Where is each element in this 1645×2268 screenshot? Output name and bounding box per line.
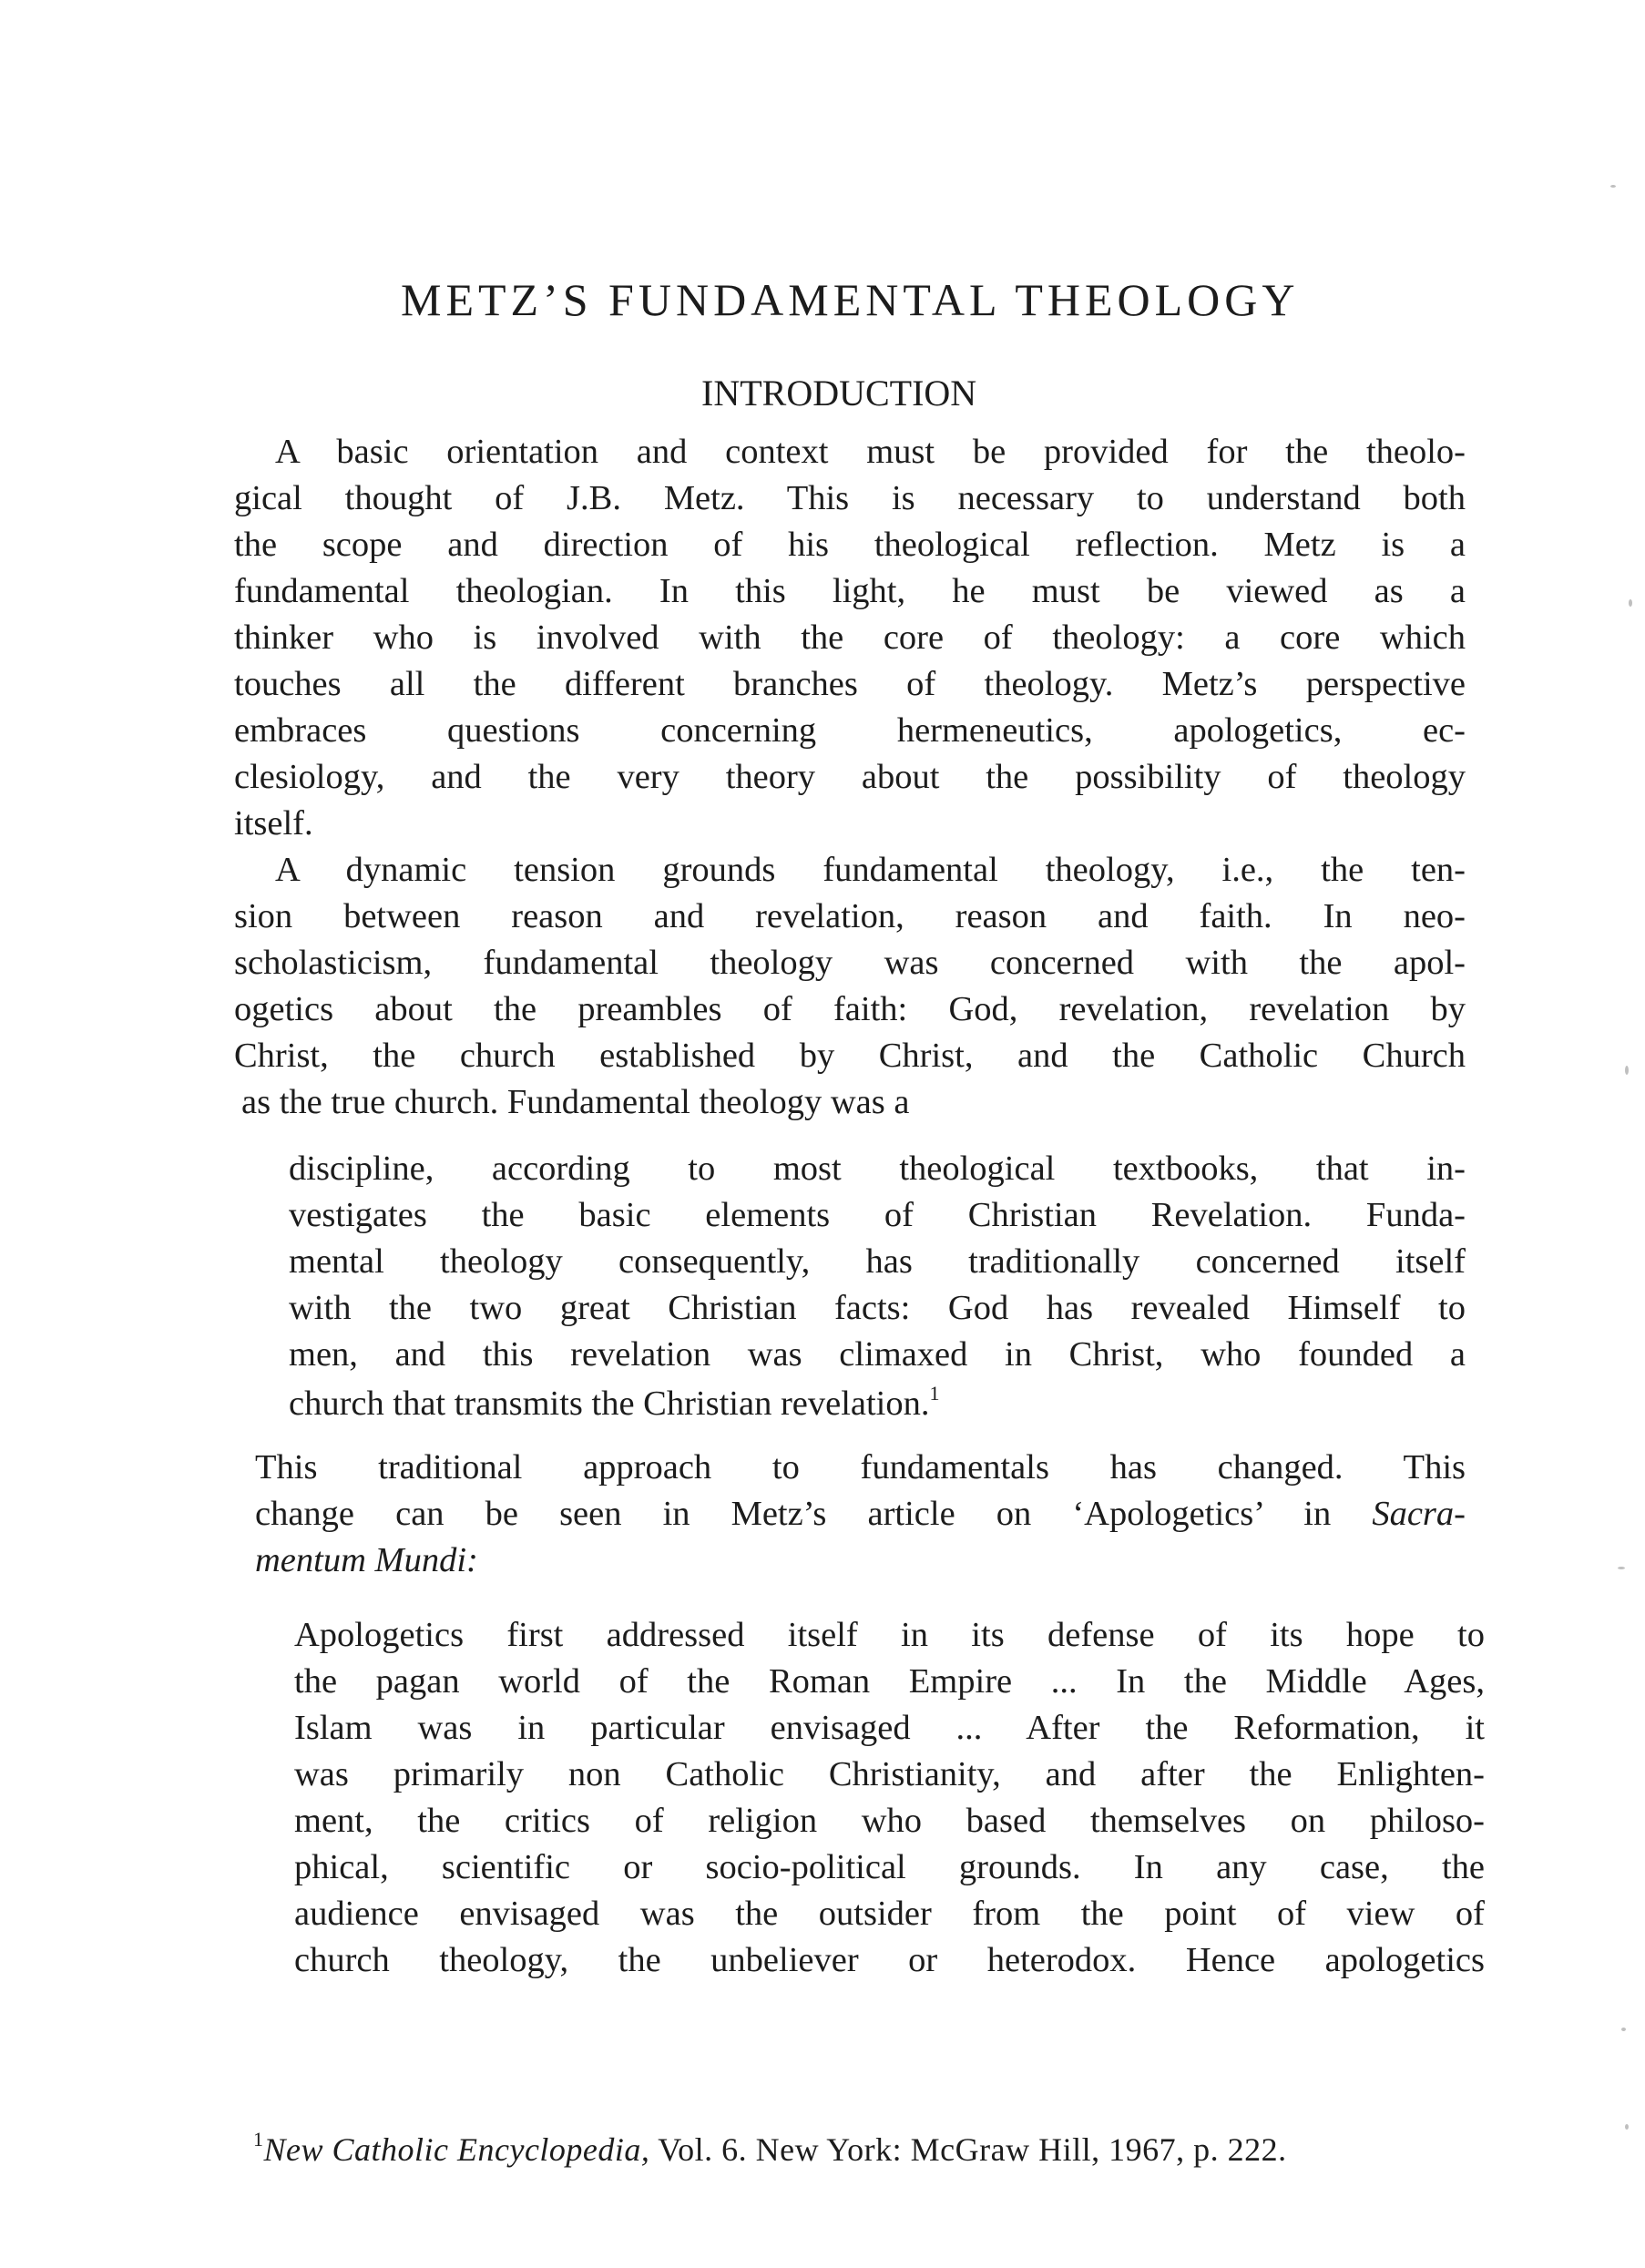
block-quote-1-line: vestigates the basic elements of Christian Revelation. Funda- (289, 1196, 1466, 1234)
scan-speck (1618, 1567, 1625, 1569)
block-quote-2-line: church theology, the unbeliever or heterodox. Hence apologetics (294, 1941, 1485, 1979)
block-quote-2-line: ment, the critics of religion who based themselves on philoso- (294, 1802, 1485, 1840)
block-quote-1-line: men, and this revelation was climaxed in Christ, who founded a (289, 1335, 1466, 1374)
footnote-reference: 1 (929, 1382, 940, 1405)
scan-speck (1610, 185, 1616, 188)
block-quote-2-line: audience envisaged was the outsider from the point of view of (294, 1895, 1485, 1933)
paragraph-1-line: fundamental theologian. In this light, he must be viewed as a (234, 572, 1466, 610)
paragraph-2-line: sion between reason and revelation, reason and faith. In neo- (234, 897, 1466, 935)
block-quote-2-line: phical, scientific or socio-political grounds. In any case, the (294, 1848, 1485, 1886)
paragraph-1-line: the scope and direction of his theological reflection. Metz is a (234, 526, 1466, 564)
paragraph-1-line: gical thought of J.B. Metz. This is necessary to understand both (234, 479, 1466, 517)
paragraph-1-line: touches all the different branches of theology. Metz’s perspective (234, 665, 1466, 703)
paragraph-1-line: thinker who is involved with the core of theology: a core which (234, 618, 1466, 657)
paragraph-2-line: ogetics about the preambles of faith: God, revelation, revelation by (234, 990, 1466, 1028)
paragraph-2-line: A dynamic tension grounds fundamental theology, i.e., the ten- (275, 851, 1466, 889)
footnote-mark: 1 (253, 2128, 264, 2151)
scan-speck (1625, 2124, 1629, 2130)
block-quote-1-line: discipline, according to most theological textbooks, that in- (289, 1149, 1466, 1188)
paragraph-3-text: change can be seen in Metz’s article on ‘Apologetics’ in (255, 1495, 1373, 1533)
paragraph-2-line: as the true church. Fundamental theology was a (241, 1083, 910, 1121)
scan-speck (1629, 599, 1632, 607)
block-quote-1-line: mental theology consequently, has traditionally concerned itself (289, 1242, 1466, 1281)
paragraph-1-line: itself. (234, 804, 313, 843)
block-quote-2-line: the pagan world of the Roman Empire ... In the Middle Ages, (294, 1662, 1485, 1701)
footnote-source-italic: New Catholic Encyclopedia, (263, 2131, 650, 2168)
work-title-italic: mentum Mundi: (255, 1541, 478, 1579)
block-quote-1-line: with the two great Christian facts: God has revealed Himself to (289, 1289, 1466, 1327)
paragraph-2-line: scholasticism, fundamental theology was concerned with the apol- (234, 944, 1466, 982)
block-quote-2-line: Apologetics first addressed itself in its defense of its hope to (294, 1616, 1485, 1654)
footnote-text: Vol. 6. New York: McGraw Hill, 1967, p. 222. (649, 2131, 1287, 2168)
paragraph-2-line: Christ, the church established by Christ, and the Catholic Church (234, 1037, 1466, 1075)
paragraph-3-line (255, 1543, 1466, 1578)
block-quote-1-text: church that transmits the Christian revelation. (289, 1384, 930, 1423)
block-quote-2-line: Islam was in particular envisaged ... After the Reformation, it (294, 1709, 1485, 1747)
paragraph-3-line (255, 1497, 1466, 1532)
work-title-italic: Sacra- (1372, 1495, 1466, 1533)
footnote (253, 2128, 1503, 2169)
page-title: METZ’S FUNDAMENTAL THEOLOGY (401, 274, 1300, 325)
paragraph-1-line: clesiology, and the very theory about the possibility of theology (234, 758, 1466, 796)
scan-speck (1621, 2028, 1626, 2031)
section-heading: INTRODUCTION (701, 373, 977, 414)
block-quote-2-line: was primarily non Catholic Christianity, and after the Enlighten- (294, 1755, 1485, 1793)
scan-speck (1625, 1066, 1629, 1075)
paragraph-3-line: This traditional approach to fundamentals has changed. This (255, 1448, 1466, 1486)
paragraph-1-line: embraces questions concerning hermeneutics, apologetics, ec- (234, 711, 1466, 750)
paragraph-1-line: A basic orientation and context must be provided for the theolo- (275, 433, 1466, 471)
block-quote-1-line (289, 1384, 1466, 1422)
